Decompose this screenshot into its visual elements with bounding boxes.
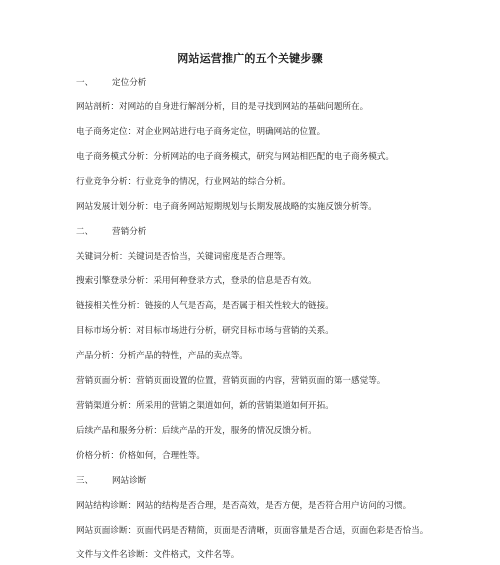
section-heading (76, 77, 146, 89)
paragraph: 网站结构诊断：网站的结构是否合理，是否高效，是否方便，是否符合用户访问的习惯。 (76, 501, 412, 511)
paragraph: 产品分析：分析产品的特性，产品的卖点等。 (76, 351, 248, 361)
paragraph: 链接相关性分析：链接的人气是否高，是否属于相关性较大的链接。 (76, 301, 334, 311)
paragraph: 营销页面分析：营销页面设置的位置，营销页面的内容，营销页面的第一感觉等。 (76, 376, 386, 386)
document-title: 网站运营推广的五个关键步骤 (177, 52, 323, 65)
paragraph: 目标市场分析：对目标市场进行分析，研究目标市场与营销的关系。 (76, 326, 334, 336)
paragraph: 网站发展计划分析：电子商务网站短期规划与长期发展战略的实施反馈分析等。 (76, 202, 377, 212)
section-number: 一、 (76, 78, 94, 88)
section-number: 二、 (76, 227, 94, 237)
section-heading (76, 475, 146, 487)
paragraph: 电子商务模式分析：分析网站的电子商务模式，研究与网站相匹配的电子商务模式。 (76, 152, 394, 162)
paragraph: 网站剖析：对网站的自身进行解剖分析，目的是寻找到网站的基础问题所在。 (76, 102, 369, 112)
paragraph: 关键词分析：关键词是否恰当，关键词密度是否合理等。 (76, 252, 291, 262)
paragraph: 网站页面诊断：页面代码是否精简，页面是否清晰，页面容量是否合适，页面色彩是否恰当。 (76, 526, 429, 536)
section-number: 三、 (76, 476, 94, 486)
section-title: 营销分析 (112, 227, 147, 237)
paragraph: 电子商务定位：对企业网站进行电子商务定位，明确网站的位置。 (76, 127, 326, 137)
paragraph: 行业竞争分析：行业竞争的情况，行业网站的综合分析。 (76, 177, 291, 187)
paragraph: 文件与文件名诊断：文件格式，文件名等。 (76, 550, 240, 560)
paragraph: 营销渠道分析：所采用的营销之渠道如何，新的营销渠道如何开拓。 (76, 401, 334, 411)
paragraph: 搜索引擎登录分析：采用何种登录方式，登录的信息是否有效。 (76, 276, 317, 286)
section-title: 定位分析 (112, 78, 147, 88)
section-title: 网站诊断 (112, 476, 147, 486)
paragraph: 后续产品和服务分析：后续产品的开发，服务的情况反馈分析。 (76, 426, 317, 436)
section-heading (76, 226, 146, 238)
paragraph: 价格分析：价格如何，合理性等。 (76, 451, 205, 461)
